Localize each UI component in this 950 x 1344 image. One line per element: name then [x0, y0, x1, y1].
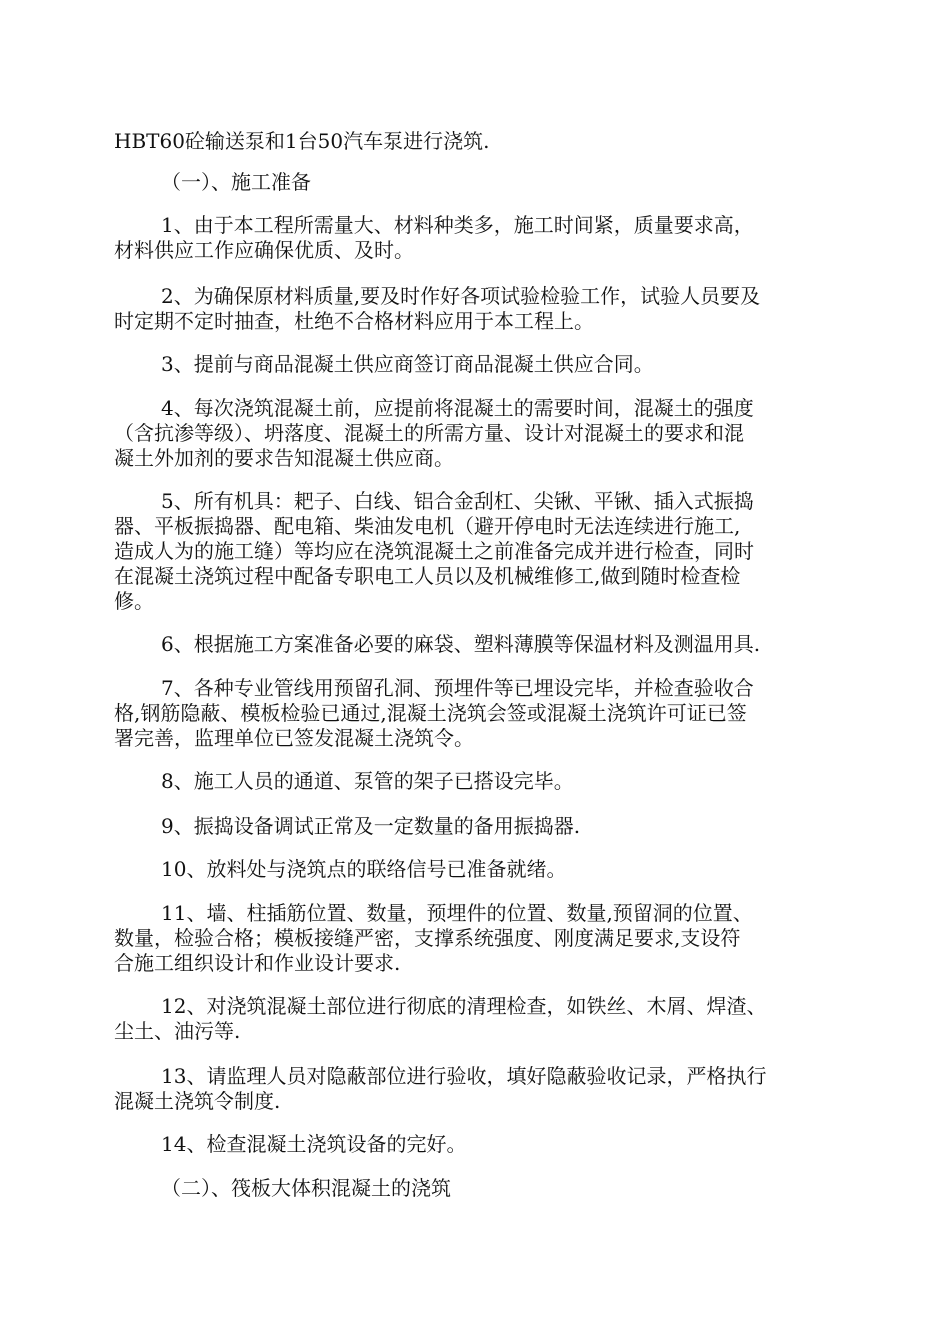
text-line: 12、对浇筑混凝土部位进行彻底的清理检查，如铁丝、木屑、焊渣、	[161, 994, 767, 1018]
text-line: 尘土、油污等.	[114, 1019, 241, 1043]
text-line: 9、振捣设备调试正常及一定数量的备用振捣器.	[161, 814, 581, 838]
text-line: 4、每次浇筑混凝土前，应提前将混凝土的需要时间，混凝土的强度	[161, 396, 754, 420]
text-line: 8、施工人员的通道、泵管的架子已搭设完毕。	[161, 769, 574, 793]
text-line: 13、请监理人员对隐蔽部位进行验收，填好隐蔽验收记录，严格执行	[161, 1064, 767, 1088]
text-line: 凝土外加剂的要求告知混凝土供应商。	[114, 446, 454, 470]
text-line: 署完善，监理单位已签发混凝土浇筑令。	[114, 726, 474, 750]
text-line: 数量，检验合格；模板接缝严密，支撑系统强度、刚度满足要求,支设符	[114, 926, 741, 950]
text-line: 2、为确保原材料质量,要及时作好各项试验检验工作，试验人员要及	[161, 284, 761, 308]
text-line: 6、根据施工方案准备必要的麻袋、塑料薄膜等保温材料及测温用具.	[161, 632, 761, 656]
text-line: 造成人为的施工缝）等均应在浇筑混凝土之前准备完成并进行检查，同时	[114, 539, 754, 563]
text-line: 修。	[114, 589, 154, 613]
text-line: 时定期不定时抽查，杜绝不合格材料应用于本工程上。	[114, 309, 594, 333]
text-line: 合施工组织设计和作业设计要求.	[114, 951, 401, 975]
text-line: 格,钢筋隐蔽、模板检验已通过,混凝土浇筑会签或混凝土浇筑许可证已签	[114, 701, 747, 725]
text-line: 器、平板振捣器、配电箱、柴油发电机（避开停电时无法连续进行施工,	[114, 514, 741, 538]
text-line: 1、由于本工程所需量大、材料种类多，施工时间紧，质量要求高，	[161, 213, 754, 237]
text-line: HBT60砼输送泵和1台50汽车泵进行浇筑.	[114, 129, 490, 153]
section-heading: （一）、施工准备	[161, 170, 311, 194]
section-heading: （二）、筏板大体积混凝土的浇筑	[161, 1176, 451, 1200]
text-line: 3、提前与商品混凝土供应商签订商品混凝土供应合同。	[161, 352, 654, 376]
text-line: 14、检查混凝土浇筑设备的完好。	[161, 1132, 467, 1156]
text-line: 5、所有机具：耙子、白线、铝合金刮杠、尖锹、平锹、插入式振捣	[161, 489, 754, 513]
text-line: 11、墙、柱插筋位置、数量，预埋件的位置、数量,预留洞的位置、	[161, 901, 753, 925]
text-line: 混凝土浇筑令制度.	[114, 1089, 281, 1113]
text-line: 材料供应工作应确保优质、及时。	[114, 238, 414, 262]
text-line: （含抗渗等级）、坍落度、混凝土的所需方量、设计对混凝土的要求和混	[114, 421, 744, 445]
text-line: 在混凝土浇筑过程中配备专职电工人员以及机械维修工,做到随时检查检	[114, 564, 741, 588]
text-line: 7、各种专业管线用预留孔洞、预埋件等已埋设完毕，并检查验收合	[161, 676, 754, 700]
text-line: 10、放料处与浇筑点的联络信号已准备就绪。	[161, 857, 567, 881]
